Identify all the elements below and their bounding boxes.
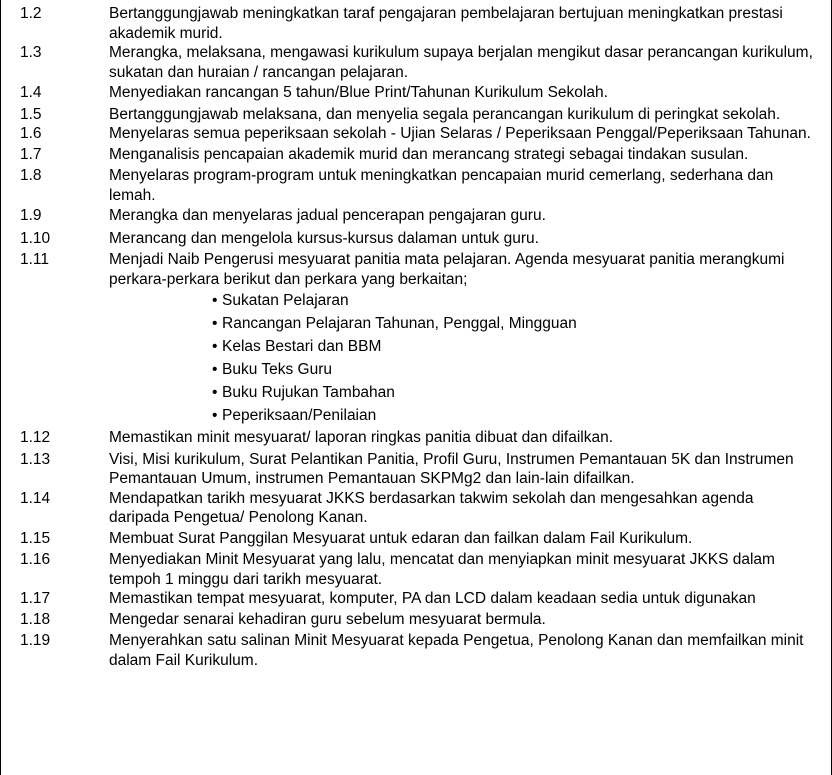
item-number: 1.6 (20, 125, 42, 142)
agenda-bullet-item (0, 404, 832, 427)
item-number: 1.11 (20, 251, 50, 268)
item-text: Menyelaras program-program untuk meningkatkan pencapaian murid cemerlang, sederhana dan lemah. (109, 167, 774, 204)
agenda-bullet-text: Rancangan Pelajaran Tahunan, Penggal, Mingguan (222, 315, 577, 332)
bullet-icon: • (212, 361, 218, 378)
item-text: Membuat Surat Panggilan Mesyuarat untuk edaran dan failkan dalam Fail Kurikulum. (109, 529, 693, 547)
list-item (0, 205, 832, 228)
list-item (0, 228, 832, 251)
item-text: Menyediakan Minit Mesyuarat yang lalu, mencatat dan menyiapkan minit mesyuarat JKKS dalam tempoh 1 minggu dari tarikh mesyuarat. (109, 551, 775, 588)
item-number: 1.18 (20, 610, 51, 628)
item-text: Menyediakan rancangan 5 tahun/Blue Print/Tahunan Kurikulum Sekolah. (109, 84, 608, 101)
item-text: Menyelaras semua peperiksaan sekolah - Ujian Selaras / Peperiksaan Penggal/Peperiksaan Tahunan. (109, 125, 811, 142)
list-item (0, 489, 832, 528)
item-text: Mengedar senarai kehadiran guru sebelum mesyuarat bermula. (109, 610, 546, 628)
item-text: Mendapatkan tarikh mesyuarat JKKS berdasarkan takwim sekolah dan mengesahkan agenda daripada Pengetua/ Penolong Kanan. (109, 489, 754, 526)
agenda-bullet-item (0, 358, 832, 381)
list-item (0, 250, 832, 289)
item-text: Memastikan tempat mesyuarat, komputer, PA dan LCD dalam keadaan sedia untuk digunakan (109, 590, 756, 607)
item-text: Menjadi Naib Pengerusi mesyuarat panitia mata pelajaran. Agenda mesyuarat panitia merangkumi perkara-perkara berikut dan perkara yang berkaitan; (109, 251, 785, 288)
duty-list (0, 4, 832, 670)
item-text: Bertanggungjawab meningkatkan taraf pengajaran pembelajaran bertujuan meningkatkan prestasi akademik murid. (109, 5, 783, 42)
item-number: 1.2 (20, 5, 42, 22)
agenda-bullet-item (0, 335, 832, 358)
list-item (0, 43, 832, 82)
list-item (0, 589, 832, 609)
item-text: Menyerahkan satu salinan Minit Mesyuarat kepada Pengetua, Penolong Kanan dan memfailkan minit dalam Fail Kurikulum. (109, 632, 804, 669)
bullet-icon: • (212, 384, 218, 401)
list-item (0, 82, 832, 105)
list-item (0, 4, 832, 43)
list-item (0, 166, 832, 205)
agenda-bullet-item (0, 381, 832, 404)
item-number: 1.4 (20, 84, 42, 101)
item-text: Merancang dan mengelola kursus-kursus dalaman untuk guru. (109, 229, 539, 247)
bullet-icon: • (212, 292, 218, 309)
agenda-bullet-text: Sukatan Pelajaran (222, 292, 349, 309)
item-text: Menganalisis pencapaian akademik murid dan merancang strategi sebagai tindakan susulan. (109, 145, 749, 163)
list-item (0, 105, 832, 125)
list-item (0, 124, 832, 144)
item-text: Memastikan minit mesyuarat/ laporan ringkas panitia dibuat dan difailkan. (109, 429, 614, 446)
item-number: 1.5 (20, 105, 42, 123)
item-text: Merangka, melaksana, mengawasi kurikulum supaya berjalan mengikut dasar perancangan kurikulum, sukatan dan huraian / rancangan pelajaran. (109, 44, 813, 81)
bullet-icon: • (212, 338, 218, 355)
agenda-bullet-text: Kelas Bestari dan BBM (222, 338, 382, 355)
item-number: 1.8 (20, 167, 42, 184)
bullet-icon: • (212, 315, 218, 332)
list-item (0, 609, 832, 632)
agenda-bullet-list (0, 289, 832, 427)
item-number: 1.10 (20, 229, 51, 247)
list-item (0, 450, 832, 489)
list-item (0, 144, 832, 167)
item-text: Visi, Misi kurikulum, Surat Pelantikan Panitia, Profil Guru, Instrumen Pemantauan 5K dan Instrumen Pemantauan Umum, instrumen Pemantauan SKPMg2 dan lain-lain difailkan. (109, 450, 794, 487)
list-item (0, 631, 832, 670)
agenda-bullet-item (0, 312, 832, 335)
list-item (0, 550, 832, 589)
item-number: 1.3 (20, 44, 42, 61)
agenda-bullet-item (0, 289, 832, 312)
item-number: 1.19 (20, 632, 51, 649)
list-item (0, 528, 832, 551)
item-number: 1.14 (20, 489, 51, 507)
item-number: 1.12 (20, 429, 51, 446)
item-text: Bertanggungjawab melaksana, dan menyelia segala perancangan kurikulum di peringkat sekolah. (109, 105, 781, 123)
item-number: 1.13 (20, 450, 51, 468)
item-number: 1.9 (20, 207, 42, 224)
item-text: Merangka dan menyelaras jadual pencerapan pengajaran guru. (109, 207, 546, 224)
agenda-bullet-text: Buku Teks Guru (222, 361, 332, 378)
item-number: 1.15 (20, 529, 51, 547)
bullet-icon: • (212, 407, 218, 424)
list-item (0, 427, 832, 450)
agenda-bullet-text: Buku Rujukan Tambahan (222, 384, 395, 401)
item-number: 1.17 (20, 590, 51, 607)
item-number: 1.7 (20, 145, 42, 163)
agenda-bullet-text: Peperiksaan/Penilaian (222, 407, 377, 424)
item-number: 1.16 (20, 551, 51, 568)
